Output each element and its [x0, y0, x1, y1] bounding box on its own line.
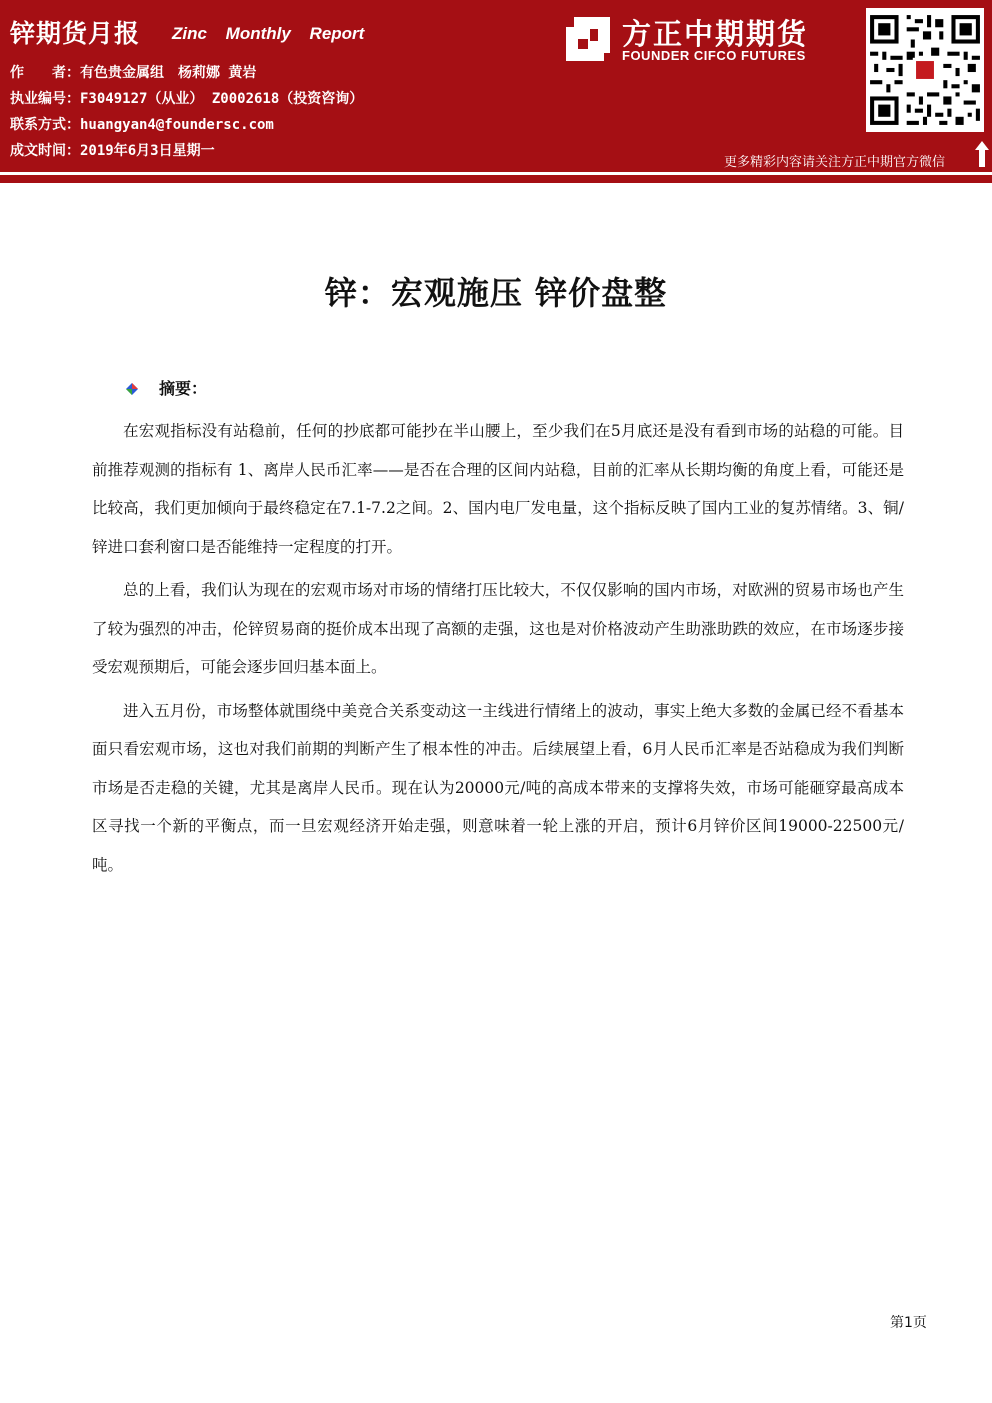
report-title: 锌期货月报	[10, 19, 141, 48]
brand-name-en: FOUNDER CIFCO FUTURES	[622, 48, 806, 63]
date-label: 成文时间：	[10, 143, 80, 159]
wechat-follow-note: 更多精彩内容请关注方正中期官方微信	[724, 155, 946, 170]
author-line	[10, 62, 256, 82]
brand-name-cn: 方正中期期货	[622, 17, 809, 51]
contact-line	[10, 114, 274, 134]
header-bottom-band	[0, 175, 992, 183]
diamond-bullet-icon	[125, 382, 139, 396]
author-value: 有色贵金属组 杨莉娜 黄岩	[80, 65, 257, 81]
license-value: F3049127（从业） Z0002618（投资咨询）	[80, 91, 364, 107]
document-title: 锌：宏观施压 锌价盘整	[324, 274, 668, 312]
summary-paragraph: 总的上看，我们认为现在的宏观市场对市场的情绪打压比较大，不仅仅影响的国内市场，对欧洲的贸易市场也产生了较为强烈的冲击，伦锌贸易商的挺价成本出现了高额的走强，这也是对价格波动产生助涨助跌的效应，在市场逐步接受宏观预期后，可能会逐步回归基本面上。	[92, 581, 904, 676]
report-english-title: Zinc Monthly Report	[172, 24, 365, 43]
author-label: 作 者：	[10, 65, 80, 81]
license-line	[10, 88, 363, 108]
contact-email-link[interactable]: huangyan4@foundersc.com	[80, 117, 274, 133]
date-line	[10, 140, 215, 160]
summary-heading-text: 摘要：	[159, 379, 208, 398]
summary-paragraph: 在宏观指标没有站稳前，任何的抄底都可能抄在半山腰上，至少我们在5月底还是没有看到市场的站稳的可能。目前推荐观测的指标有 1、离岸人民币汇率——是否在合理的区间内站稳，目前的汇率从长期均衡的角度上看，可能还是比较高，我们更加倾向于最终稳定在7.1-7.2之间。2、国内电厂发电量，这个指标反映了国内工业的复苏情绪。3、铜/锌进口套利窗口是否能维持一定程度的打开。	[92, 422, 904, 556]
license-label: 执业编号：	[10, 91, 80, 107]
date-value: 2019年6月3日星期一	[80, 143, 215, 159]
report-header	[0, 0, 992, 172]
summary-heading	[125, 376, 207, 399]
arrow-up-icon	[974, 140, 990, 168]
wechat-qr-code-icon[interactable]	[866, 8, 984, 132]
founder-logo-icon	[564, 15, 612, 63]
summary-paragraph: 进入五月份，市场整体就围绕中美竞合关系变动这一主线进行情绪上的波动，事实上绝大多数的金属已经不看基本面只看宏观市场，这也对我们前期的判断产生了根本性的冲击。后续展望上看，6月人民币汇率是否站稳成为我们判断市场是否走稳的关键，尤其是离岸人民币。现在认为20000元/吨的高成本带来的支撑将失效，市场可能砸穿最高成本区寻找一个新的平衡点，而一旦宏观经济开始走强，则意味着一轮上涨的开启，预计6月锌价区间19000-22500元/吨。	[92, 701, 904, 874]
contact-label: 联系方式：	[10, 117, 80, 133]
page-number: 第1页	[890, 1315, 927, 1331]
summary-body	[92, 412, 904, 889]
